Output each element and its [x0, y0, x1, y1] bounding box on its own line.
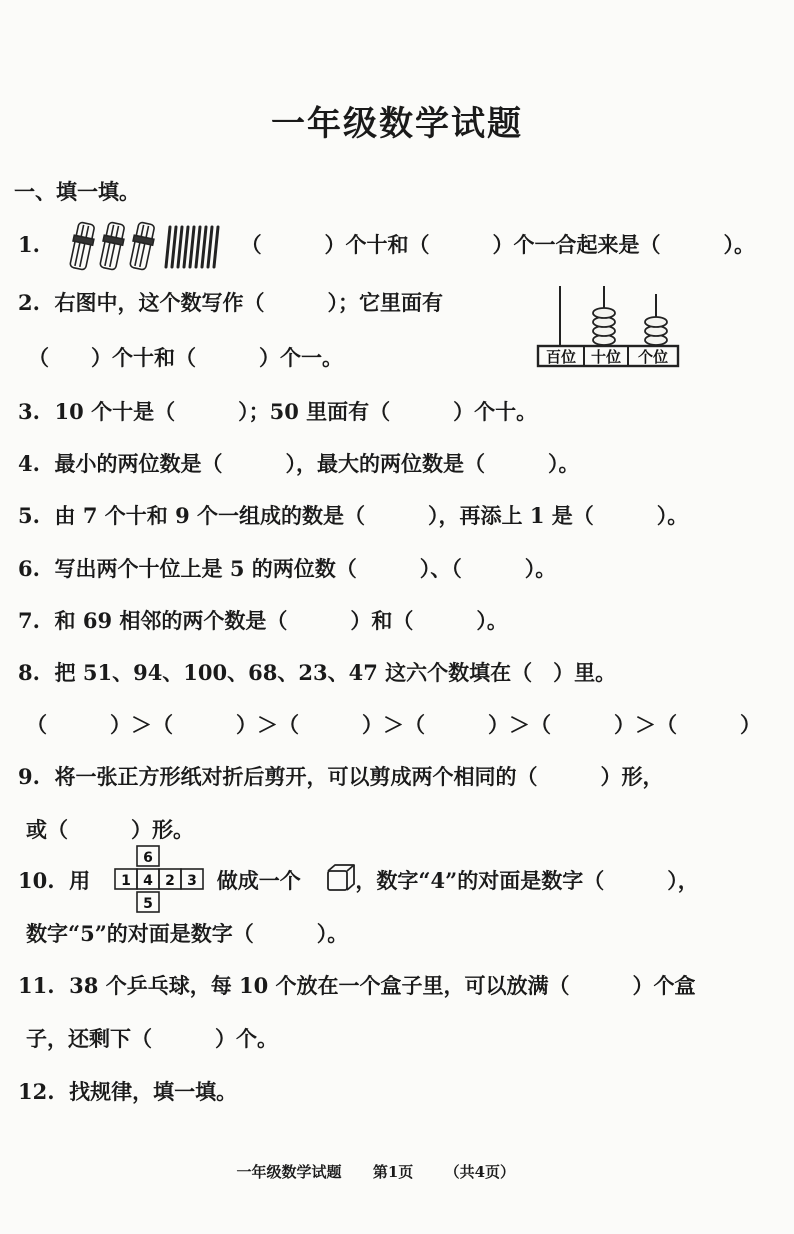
page-title: 一年级数学试题	[271, 104, 523, 144]
single-stick	[214, 227, 218, 267]
single-stick	[190, 227, 194, 267]
question-1-text: （ ）个十和（ ）个一合起来是（ ）。	[240, 232, 756, 257]
question-10: 10. 用 做成一个 ，数字“4”的对面是数字（ ），	[18, 868, 699, 893]
question-9: 9. 将一张正方形纸对折后剪开，可以剪成两个相同的（ ）形，	[18, 764, 664, 789]
footer-total: （共4页）	[444, 1163, 516, 1181]
cube-net-image	[106, 845, 212, 915]
abacus-bead	[645, 317, 667, 327]
question-3: 3. 10 个十是（ ）；50 里面有（ ）个十。	[18, 399, 538, 424]
question-11: 11. 38 个乒乓球，每 10 个放在一个盒子里，可以放满（ ）个盒	[18, 973, 696, 998]
question-10-cont: 数字“5”的对面是数字（ ）。	[26, 921, 349, 946]
net-face-top: 6	[143, 850, 153, 866]
label-tens: 十位	[590, 348, 622, 366]
net-face: 3	[187, 873, 197, 889]
cube-icon	[325, 862, 357, 892]
question-12: 12. 找规律，填一填。	[18, 1079, 238, 1104]
question-8-blanks: （ ）＞（ ）＞（ ）＞（ ）＞（ ）＞（ ）	[26, 712, 761, 737]
question-2-text: 2. 右图中，这个数写作（ ）；它里面有	[18, 290, 444, 315]
abacus-bead	[593, 308, 615, 318]
single-stick	[202, 227, 206, 267]
label-ones: 个位	[637, 348, 669, 366]
single-stick	[166, 227, 170, 267]
question-4: 4. 最小的两位数是（ ），最大的两位数是（ ）。	[18, 451, 580, 476]
question-8: 8. 把 51、94、100、68、23、47 这六个数填在（ ）里。	[18, 660, 617, 685]
abacus-image	[536, 284, 680, 370]
single-stick	[184, 227, 188, 267]
footer-page: 第1页	[372, 1163, 414, 1181]
question-6: 6. 写出两个十位上是 5 的两位数（ ）、（ ）。	[18, 556, 557, 581]
question-7: 7. 和 69 相邻的两个数是（ ）和（ ）。	[18, 608, 508, 633]
question-10-number: 10. 用	[18, 868, 91, 893]
section-heading: 一、填一填。	[14, 179, 140, 204]
question-9-cont: 或（ ）形。	[26, 817, 194, 842]
question-5: 5. 由 7 个十和 9 个一组成的数是（ ），再添上 1 是（ ）。	[18, 503, 689, 528]
single-stick	[172, 227, 176, 267]
question-11-cont: 子，还剩下（ ）个。	[26, 1026, 278, 1051]
page-footer	[226, 1143, 515, 1182]
question-2-line-2	[28, 342, 343, 372]
question-2-line-1	[18, 287, 443, 317]
net-face: 1	[121, 873, 131, 889]
single-stick	[196, 227, 200, 267]
footer-title: 一年级数学试题	[236, 1163, 342, 1181]
stick-bundles-image	[66, 221, 222, 271]
single-stick	[208, 227, 212, 267]
question-2-text-cont: （ ）个十和（ ）个一。	[28, 345, 343, 370]
label-hundreds: 百位	[545, 348, 577, 366]
question-1-number: 1.	[18, 232, 40, 257]
net-face-bottom: 5	[143, 896, 153, 912]
net-face: 4	[143, 873, 153, 889]
net-face: 2	[165, 873, 175, 889]
single-stick	[178, 227, 182, 267]
